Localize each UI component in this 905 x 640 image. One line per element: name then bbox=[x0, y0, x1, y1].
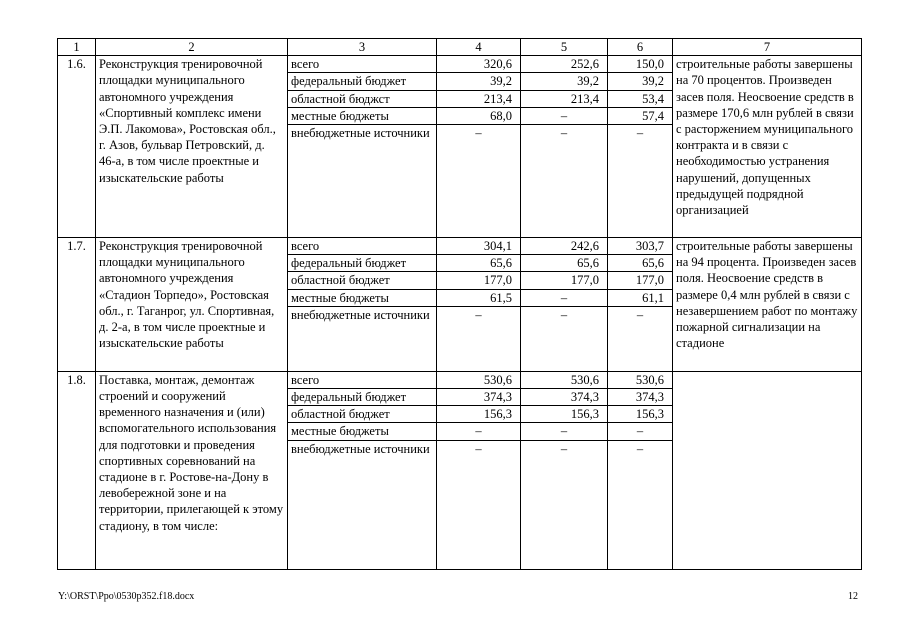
header-cell: 1 bbox=[58, 39, 96, 56]
value-c4: 304,1 bbox=[437, 238, 521, 255]
value-c4: – bbox=[437, 125, 521, 238]
item-name: Реконструкция тренировочной площадки муниципального автономного учреждения «Спортивный комплекс имени Э.П. Лакомова», Ростовская обл., г. Азов, бульвар Петровский, д. 46-а, в том числе проектные и изыскательские работы bbox=[96, 56, 288, 238]
value-c5: – bbox=[521, 289, 608, 306]
value-c5: 242,6 bbox=[521, 238, 608, 255]
funding-source-label: всего bbox=[288, 56, 437, 73]
funding-source-label: внебюджетные источники bbox=[288, 440, 437, 569]
value-c4: 530,6 bbox=[437, 371, 521, 388]
item-name: Реконструкция тренировочной площадки муниципального автономного учреждения «Стадион Торпедо», Ростовская обл., г. Таганрог, ул. Спортивная, д. 2-а, в том числе проектные и изыскательские работы bbox=[96, 238, 288, 372]
value-c6: 65,6 bbox=[608, 255, 673, 272]
funding-source-label: федеральный бюджет bbox=[288, 73, 437, 90]
header-cell: 2 bbox=[96, 39, 288, 56]
funding-source-label: внебюджетные источники bbox=[288, 306, 437, 371]
value-c4: – bbox=[437, 440, 521, 569]
value-c5: 65,6 bbox=[521, 255, 608, 272]
value-c5: 252,6 bbox=[521, 56, 608, 73]
value-c6: – bbox=[608, 423, 673, 440]
value-c6: 150,0 bbox=[608, 56, 673, 73]
value-c6: 374,3 bbox=[608, 389, 673, 406]
value-c4: 65,6 bbox=[437, 255, 521, 272]
item-note bbox=[673, 371, 862, 569]
value-c5: 177,0 bbox=[521, 272, 608, 289]
value-c5: 39,2 bbox=[521, 73, 608, 90]
funding-source-label: областной бюджст bbox=[288, 90, 437, 107]
value-c4: 213,4 bbox=[437, 90, 521, 107]
value-c6: 39,2 bbox=[608, 73, 673, 90]
value-c4: 156,3 bbox=[437, 406, 521, 423]
page-number: 12 bbox=[848, 591, 858, 602]
file-path: Y:\ORST\Ppo\0530p352.f18.docx bbox=[58, 591, 195, 602]
value-c5: 530,6 bbox=[521, 371, 608, 388]
header-cell: 4 bbox=[437, 39, 521, 56]
value-c4: 61,5 bbox=[437, 289, 521, 306]
item-number: 1.7. bbox=[58, 238, 96, 372]
funding-source-label: областной бюджет bbox=[288, 272, 437, 289]
value-c5: 213,4 bbox=[521, 90, 608, 107]
value-c6: – bbox=[608, 440, 673, 569]
funding-source-label: местные бюджеты bbox=[288, 423, 437, 440]
value-c6: – bbox=[608, 306, 673, 371]
value-c4: 320,6 bbox=[437, 56, 521, 73]
funding-source-label: федеральный бюджет bbox=[288, 255, 437, 272]
value-c5: 374,3 bbox=[521, 389, 608, 406]
table-row bbox=[58, 238, 862, 255]
value-c4: 177,0 bbox=[437, 272, 521, 289]
value-c5: 156,3 bbox=[521, 406, 608, 423]
funding-source-label: всего bbox=[288, 238, 437, 255]
value-c5: – bbox=[521, 423, 608, 440]
value-c6: 61,1 bbox=[608, 289, 673, 306]
value-c4: – bbox=[437, 423, 521, 440]
value-c6: 177,0 bbox=[608, 272, 673, 289]
value-c4: 374,3 bbox=[437, 389, 521, 406]
value-c4: 68,0 bbox=[437, 107, 521, 124]
funding-source-label: федеральный бюджет bbox=[288, 389, 437, 406]
header-cell: 7 bbox=[673, 39, 862, 56]
header-cell: 5 bbox=[521, 39, 608, 56]
table-row bbox=[58, 56, 862, 73]
header-row bbox=[58, 39, 862, 56]
funding-source-label: всего bbox=[288, 371, 437, 388]
funding-source-label: областной бюджет bbox=[288, 406, 437, 423]
header-cell: 3 bbox=[288, 39, 437, 56]
funding-source-label: местные бюджеты bbox=[288, 107, 437, 124]
value-c6: 156,3 bbox=[608, 406, 673, 423]
value-c4: 39,2 bbox=[437, 73, 521, 90]
value-c5: – bbox=[521, 306, 608, 371]
value-c6: 57,4 bbox=[608, 107, 673, 124]
value-c5: – bbox=[521, 125, 608, 238]
value-c6: 530,6 bbox=[608, 371, 673, 388]
item-note: строительные работы завершены на 70 процентов. Произведен засев поля. Неосвоение средств в размере 170,6 млн рублей в связи с расторжением муниципального контракта и в связи с необходимостью устранения нарушений, допущенных предыдущей подрядной организацией bbox=[673, 56, 862, 238]
budget-table bbox=[57, 38, 862, 570]
value-c6: – bbox=[608, 125, 673, 238]
item-note: строительные работы завершены на 94 процента. Произведен засев поля. Неосвоение средств в размере 0,4 млн рублей в связи с незавершением работ по монтажу пожарной сигнализации на стадионе bbox=[673, 238, 862, 372]
value-c5: – bbox=[521, 107, 608, 124]
value-c6: 303,7 bbox=[608, 238, 673, 255]
item-number: 1.8. bbox=[58, 371, 96, 569]
item-number: 1.6. bbox=[58, 56, 96, 238]
value-c5: – bbox=[521, 440, 608, 569]
funding-source-label: внебюджетные источники bbox=[288, 125, 437, 238]
funding-source-label: местные бюджеты bbox=[288, 289, 437, 306]
header-cell: 6 bbox=[608, 39, 673, 56]
value-c4: – bbox=[437, 306, 521, 371]
value-c6: 53,4 bbox=[608, 90, 673, 107]
table-row bbox=[58, 371, 862, 388]
item-name: Поставка, монтаж, демонтаж строений и сооружений временного назначения и (или) вспомогательного использования для подготовки и проведения спортивных соревнований на стадионе в г. Ростове-на-Дону в левобережной зоне и на территории, прилегающей к этому стадиону, в том числе: bbox=[96, 371, 288, 569]
